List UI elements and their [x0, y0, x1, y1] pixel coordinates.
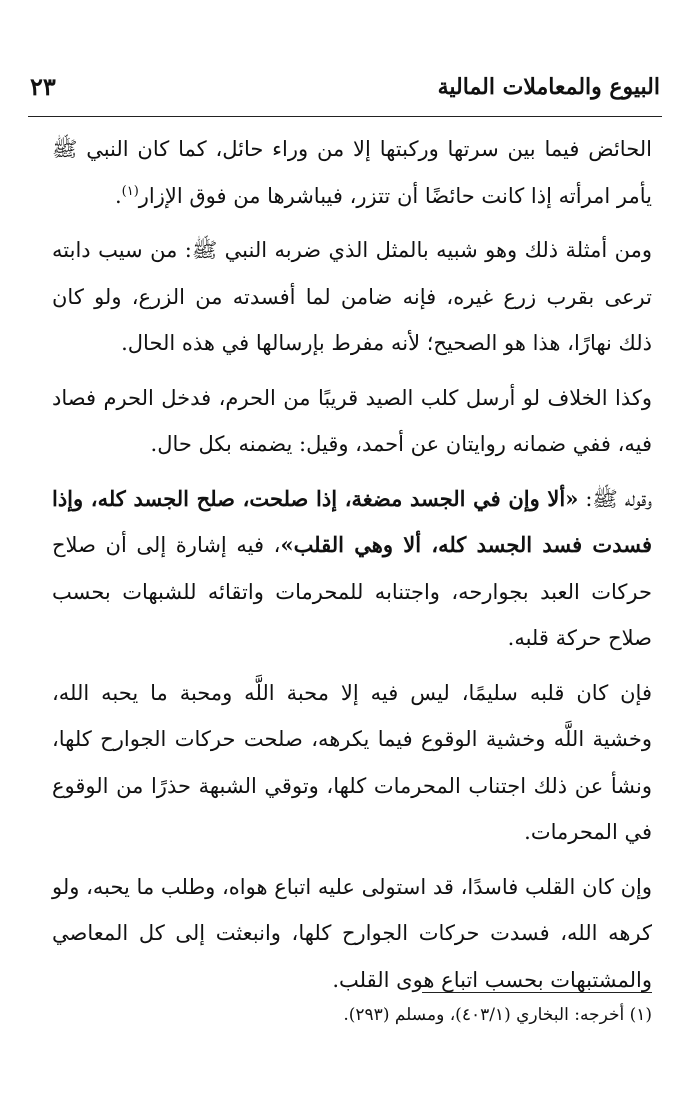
- footnote: (١) أخرجه: البخاري (٤٠٣/١)، ومسلم (٢٩٣).: [343, 1005, 652, 1025]
- paragraph-1: [52, 126, 652, 219]
- paragraph-5: فإن كان قلبه سليمًا، ليس فيه إلا محبة اللَّه ومحبة ما يحبه الله، وخشية اللَّه وخشية الوقوع فيما يكرهه، صلحت حركات الجوارح كلها، ونشأ عن ذلك اجتناب المحرمات كلها، وتوقي الشبهة حذرًا من الوقوع في المحرمات.: [52, 680, 652, 844]
- paragraph-3: وكذا الخلاف لو أرسل كلب الصيد قريبًا من الحرم، فدخل الحرم فصاد فيه، ففي ضمانه روايتان عن أحمد، وقيل: يضمنه بكل حال.: [52, 385, 652, 456]
- paragraph-2: ومن أمثلة ذلك وهو شبيه بالمثل الذي ضربه النبي ﷺ: من سيب دابته ترعى بقرب زرع غيره، فإنه ضامن لما أفسدته من الزرع، ولو كان ذلك نهارًا، هذا هو الصحيح؛ لأنه مفرط بإرسالها في هذه الحال.: [52, 238, 652, 355]
- main-text: [52, 126, 652, 1011]
- paragraph-1-text: الحائض فيما بين سرتها وركبتها إلا من وراء حائل، كما كان النبي ﷺ يأمر امرأته إذا كانت حائضًا أن تتزر، فيباشرها من فوق الإزار: [52, 137, 652, 208]
- paragraph-4: [52, 476, 652, 662]
- header-rule: [28, 116, 662, 117]
- footnote-rule: [422, 992, 652, 993]
- running-header: [30, 70, 660, 110]
- footnote-marker: (١): [121, 183, 139, 199]
- page-number: ٢٣: [30, 72, 56, 101]
- header-title: البيوع والمعاملات المالية: [437, 74, 660, 100]
- paragraph-4-lead: وقوله ﷺ:: [578, 486, 652, 511]
- hadith-quote: «ألا وإن في الجسد مضغة، إذا صلحت، صلح الجسد كله، وإذا فسدت فسد الجسد كله، ألا وهي القلب»: [52, 485, 652, 557]
- paragraph-1-tail: .: [114, 183, 122, 208]
- paragraph-4-rest: ، فيه إشارة إلى أن صلاح حركات العبد بجوارحه، واجتنابه للمحرمات واتقائه للشبهات بحسب صلاح حركة قلبه.: [52, 533, 652, 650]
- paragraph-6: وإن كان القلب فاسدًا، قد استولى عليه اتباع هواه، وطلب ما يحبه، ولو كرهه الله، فسدت حركات الجوارح كلها، وانبعثت إلى كل المعاصي والمشتبهات بحسب اتباع هوى القلب.: [52, 874, 652, 992]
